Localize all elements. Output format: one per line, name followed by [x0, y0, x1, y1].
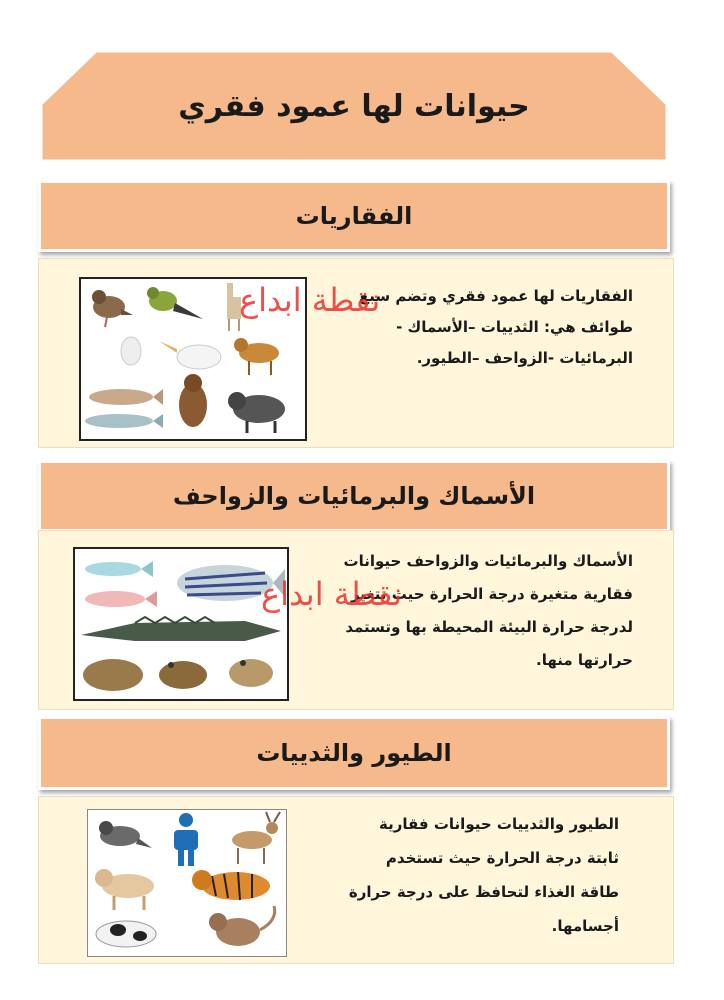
section-panel-vertebrates — [38, 258, 674, 448]
birds-mammals-illustration — [88, 810, 286, 956]
text-line: الطيور والثدييات حيوانات فقارية — [379, 815, 619, 833]
fish-reptiles-illustration — [75, 549, 287, 699]
fish-reptiles-image — [73, 547, 289, 701]
birds-mammals-image — [87, 809, 287, 957]
section-header-vertebrates: الفقاريات — [38, 180, 670, 252]
title-banner — [38, 48, 670, 164]
section-panel-fish-amphibians-reptiles — [38, 530, 674, 710]
section-panel-birds-mammals — [38, 796, 674, 964]
section-header-birds-mammals: الطيور والثدييات — [38, 716, 670, 790]
page-title: حيوانات لها عمود فقري — [178, 88, 530, 124]
text-line: طاقة الغذاء لتحافظ على درجة حرارة — [348, 883, 619, 901]
text-line: فقارية متغيرة درجة الحرارة حيث تتغير — [350, 585, 633, 603]
watermark-text: نقطة ابداع — [261, 575, 403, 613]
section-header-fish-amphibians-reptiles: الأسماك والبرمائيات والزواحف — [38, 460, 670, 532]
text-line: ثابتة درجة الحرارة حيث تستخدم — [385, 849, 619, 867]
text-line: الفقاريات لها عمود فقري وتضم سبع — [359, 287, 633, 305]
text-line: أجسامها. — [551, 917, 619, 935]
text-line: لدرجة حرارة البيئة المحيطة بها وتستمد — [345, 618, 633, 636]
text-line: البرمائيات -الزواحف –الطيور. — [416, 349, 633, 367]
watermark-text: نقطة ابداع — [239, 281, 381, 319]
birds-mammals-text — [349, 807, 619, 943]
text-line: حرارتها منها. — [536, 651, 633, 669]
text-line: الأسماك والبرمائيات والزواحف حيوانات — [343, 552, 633, 570]
text-line: طوائف هي: الثدييات –الأسماك - — [396, 318, 633, 336]
vertebrates-text — [359, 281, 633, 374]
